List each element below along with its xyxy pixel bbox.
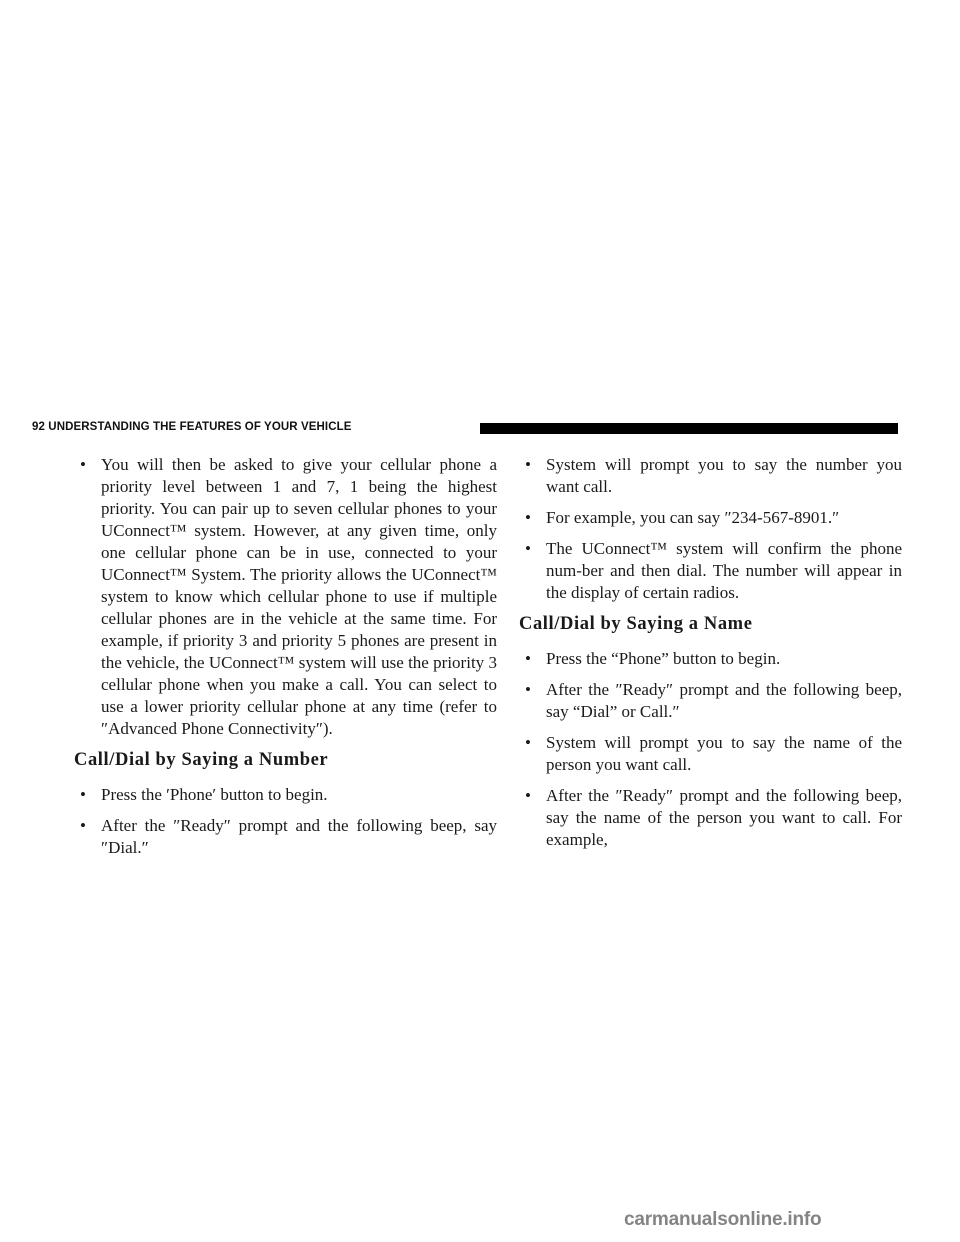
list-item: [75, 454, 497, 740]
list-item-text: Press the “Phone” button to begin.: [546, 649, 781, 668]
list-item: [520, 732, 902, 776]
section-title: UNDERSTANDING THE FEATURES OF YOUR VEHICLE: [48, 421, 352, 433]
list-item: [520, 538, 902, 604]
bullet-icon: •: [525, 455, 531, 474]
list-item: [520, 648, 902, 670]
list-item-text: System will prompt you to say the number you want call.: [546, 455, 902, 496]
bullet-icon: •: [525, 649, 531, 668]
page-number: 92: [32, 421, 45, 433]
list-item: [520, 507, 902, 529]
list-item: [520, 454, 902, 498]
left-column: [75, 454, 497, 868]
section-heading: Call/Dial by Saying a Name: [519, 614, 753, 634]
bullet-icon: •: [525, 786, 531, 805]
watermark-logo: carmanualsonline.info: [624, 1209, 822, 1230]
list-item-text: System will prompt you to say the name of the person you want call.: [546, 733, 902, 774]
bullet-icon: •: [80, 785, 86, 804]
list-item: [75, 815, 497, 859]
section-heading: Call/Dial by Saying a Number: [74, 750, 329, 770]
list-item-text: After the ″Ready″ prompt and the following beep, say ″Dial.″: [101, 816, 497, 857]
list-item: [75, 784, 497, 806]
list-item: [520, 785, 902, 851]
right-column: [520, 454, 902, 860]
bullet-icon: •: [525, 680, 531, 699]
list-item-text: After the ″Ready″ prompt and the following beep, say “Dial” or Call.″: [546, 680, 902, 721]
bullet-icon: •: [525, 733, 531, 752]
bullet-icon: •: [525, 539, 531, 558]
bullet-icon: •: [80, 816, 86, 835]
bullet-icon: •: [80, 455, 86, 474]
list-item-text: For example, you can say ″234-567-8901.″: [546, 508, 840, 527]
list-item-text: You will then be asked to give your cellular phone a priority level between 1 and 7, 1 being the highest priority. You can pair up to seven cellular phones to your UConnect™ system. However, at any given time, only one cellular phone can be in use, connected to your UConnect™ System. The priority allows the UConnect™ system to know which cellular phone to use if multiple cellular phones are in the vehicle at the same time. For example, if priority 3 and priority 5 phones are present in the vehicle, the UConnect™ system will use the priority 3 cellular phone when you make a call. You can select to use a lower priority cellular phone at any time (refer to ″Advanced Phone Connectivity″).: [101, 455, 497, 738]
header-text: [32, 421, 352, 433]
page-header: [32, 419, 898, 441]
list-item: [520, 679, 902, 723]
bullet-icon: •: [525, 508, 531, 527]
header-rule-bar: [480, 423, 898, 434]
list-item-text: The UConnect™ system will confirm the phone num-ber and then dial. The number will appear in the display of certain radios.: [546, 539, 902, 602]
list-item-text: Press the ′Phone′ button to begin.: [101, 785, 328, 804]
list-item-text: After the ″Ready″ prompt and the following beep, say the name of the person you want to call. For example,: [546, 786, 902, 849]
